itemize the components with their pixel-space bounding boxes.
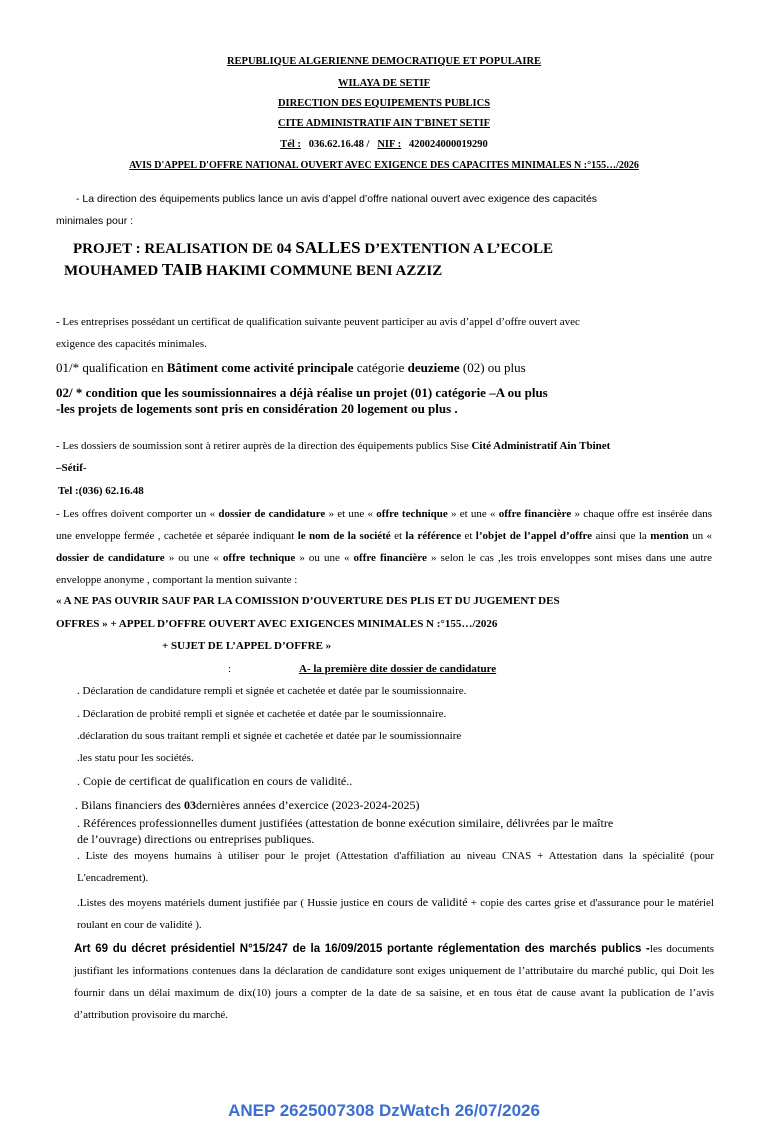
- offres-segment: offre technique: [376, 508, 448, 520]
- header-direction: DIRECTION DES EQUIPEMENTS PUBLICS: [277, 98, 491, 109]
- offres-segment: le nom de la société: [297, 530, 391, 542]
- offres-paragraph: [56, 503, 712, 591]
- footer-reference: ANEP 2625007308 DzWatch 26/07/2026: [228, 1101, 540, 1120]
- materiel-a: .Listes des moyens matériels dument justifiée par ( Hussie justice: [77, 897, 373, 909]
- projet-text-d: MOUHAMED: [64, 263, 162, 279]
- mention-line-3: + SUJET DE L’APPEL D’OFFRE »: [162, 640, 332, 652]
- offres-segment: offre financière: [353, 552, 427, 564]
- mention-line-2: OFFRES » + APPEL D’OFFRE OUVERT AVEC EXIGENCES MINIMALES N :°155…/2026: [56, 618, 498, 630]
- dossier-item-9: [77, 891, 714, 936]
- projet-text-b: SALLES: [295, 238, 361, 257]
- bilans-a: . Bilans financiers des: [75, 798, 184, 812]
- header-contact: [0, 139, 768, 150]
- article-paragraph: [74, 938, 714, 1026]
- retrait-line-2: –Sétif-: [56, 462, 87, 474]
- materiel-b: en cours de validité: [372, 895, 468, 909]
- nif-label: NIF :: [377, 139, 402, 150]
- offres-segment: » et une «: [325, 508, 377, 520]
- offres-segment: offre financière: [498, 508, 572, 520]
- cond1-e: (02): [459, 360, 485, 375]
- dossier-item-2: . Déclaration de probité rempli et signée et cachetée et datée par le soumissionnaire.: [77, 708, 447, 720]
- dossier-item-6: [75, 798, 420, 813]
- dossier-item-1: . Déclaration de candidature rempli et signée et cachetée et datée par le soumissionnaire.: [77, 685, 467, 697]
- dossier-title: A- la première dite dossier de candidature: [299, 663, 497, 675]
- bilans-b: 03: [183, 798, 196, 812]
- cond1-d: deuzieme: [407, 360, 460, 375]
- tel-number: 036.62.16.48 /: [308, 139, 370, 150]
- dossier-colon: :: [228, 663, 232, 675]
- retrait-text: - Les dossiers de soumission sont à retirer auprès de la direction des équipements publics Sise: [56, 440, 472, 452]
- qualif-condition-2: 02/ * condition que les soumissionnaires a déjà réalise un projet (01) catégorie –A ou plus: [56, 385, 548, 400]
- offres-segment: » chaque offre est insérée dans une enveloppe fermée , cachetée et séparée indiquant: [56, 508, 712, 542]
- offres-segment: ainsi que la: [592, 530, 651, 542]
- offres-segment: mention: [650, 530, 689, 542]
- bilans-c: dernières années d’exercice (2023-2024-2025): [195, 798, 420, 812]
- dossier-item-5: . Copie de certificat de qualification en cours de validité..: [77, 774, 353, 788]
- article-reference: Art 69 du décret présidentiel N°15/247 de la 16/09/2015 portante réglementation des marchés publics -: [74, 943, 650, 955]
- retrait-line-1: [56, 440, 610, 452]
- header-republique: REPUBLIQUE ALGERIENNE DEMOCRATIQUE ET POPULAIRE: [226, 56, 542, 67]
- intro-line-2: minimales pour :: [56, 215, 134, 227]
- dossier-item-8: . Liste des moyens humains à utiliser pour le projet (Attestation d'affiliation au niveau CNAS + Attestation dans la spécialité (pour L'encadrement).: [77, 850, 714, 884]
- offres-segment: la référence: [405, 530, 462, 542]
- dossier-item-7a: . Références professionnelles dument justifiées (attestation de bonne exécution similaire, délivrées par le maître: [77, 816, 614, 830]
- header-cite: CITE ADMINISTRATIF AIN T'BINET SETIF: [277, 118, 490, 129]
- intro-line-1: - La direction des équipements publics lance un avis d’appel d’offre national ouvert avec exigence des capacités: [76, 193, 598, 205]
- projet-text-c: D’EXTENTION A L’ECOLE: [360, 241, 554, 257]
- tel-label: Tél :: [280, 139, 301, 150]
- cond1-c: catégorie: [353, 360, 408, 375]
- projet-line-1: [73, 238, 553, 258]
- dossier-item-4: .les statu pour les sociétés.: [77, 752, 194, 764]
- offres-segment: et: [390, 530, 406, 542]
- offres-segment: offre technique: [222, 552, 296, 564]
- avis-title: AVIS D'APPEL D'OFFRE NATIONAL OUVERT AVEC EXIGENCE DES CAPACITES MINIMALES N :°155…/2026: [129, 160, 639, 171]
- header-wilaya: WILAYA DE SETIF: [337, 78, 430, 89]
- qualif-line-2: exigence des capacités minimales.: [56, 338, 207, 350]
- retrait-tel: Tel :(036) 62.16.48: [58, 485, 144, 497]
- projet-line-2: [64, 260, 442, 280]
- cond1-b: Bâtiment come activité principale: [166, 360, 354, 375]
- nif-number: 420024000019290: [409, 139, 488, 150]
- projet-text-e: TAIB: [161, 260, 203, 279]
- article-text: les documents justifiant les informations contenues dans la déclaration de candidature sont exiges uniquement de l’attributaire du marché public, qui Doit les fournir dans un délai maximum de dix(10) jours a compter de la date de sa saisine, et en tous état de cause avant la publication de l’avis d’attribution provisoire du marché.: [74, 943, 714, 1021]
- retrait-address: Cité Administratif Ain Tbinet: [471, 440, 611, 452]
- offres-segment: » selon le cas ,les trois enveloppes sont mises dans une autre enveloppe anonyme , comportant la mention suivante :: [56, 552, 713, 586]
- offres-segment: et: [461, 530, 476, 542]
- materiel-c: + copie des cartes grise et d'assurance pour le matériel roulant en cour de validité ).: [77, 897, 714, 931]
- cond1-f: ou plus: [484, 360, 526, 375]
- projet-text-a: PROJET : REALISATION DE 04: [73, 241, 296, 257]
- offres-segment: l’objet de l’appel d’offre: [475, 530, 593, 542]
- mention-line-1: « A NE PAS OUVRIR SAUF PAR LA COMISSION D’OUVERTURE DES PLIS ET DU JUGEMENT DES: [56, 595, 560, 607]
- cond1-a: 01/* qualification en: [56, 360, 167, 375]
- offres-segment: un «: [688, 530, 712, 542]
- projet-text-f: HAKIMI COMMUNE BENI AZZIZ: [202, 263, 443, 279]
- offres-segment: dossier de candidature: [218, 508, 326, 520]
- offres-segment: » ou une «: [164, 552, 223, 564]
- dossier-item-3: .déclaration du sous traitant rempli et signée et cachetée et datée par le soumissionnaire: [77, 730, 462, 742]
- qualif-condition-1: [56, 360, 526, 376]
- offres-segment: » et une «: [447, 508, 499, 520]
- offres-segment: - Les offres doivent comporter un «: [56, 508, 219, 520]
- offres-segment: » ou une «: [295, 552, 354, 564]
- qualif-line-1: - Les entreprises possédant un certificat de qualification suivante peuvent participer au avis d’appel d’offre ouvert avec: [56, 316, 580, 328]
- offres-segment: dossier de candidature: [56, 552, 165, 564]
- dossier-item-7b: de l’ouvrage) directions ou entreprises publiques.: [77, 832, 315, 846]
- qualif-condition-3: -les projets de logements sont pris en considération 20 logement ou plus .: [56, 401, 458, 416]
